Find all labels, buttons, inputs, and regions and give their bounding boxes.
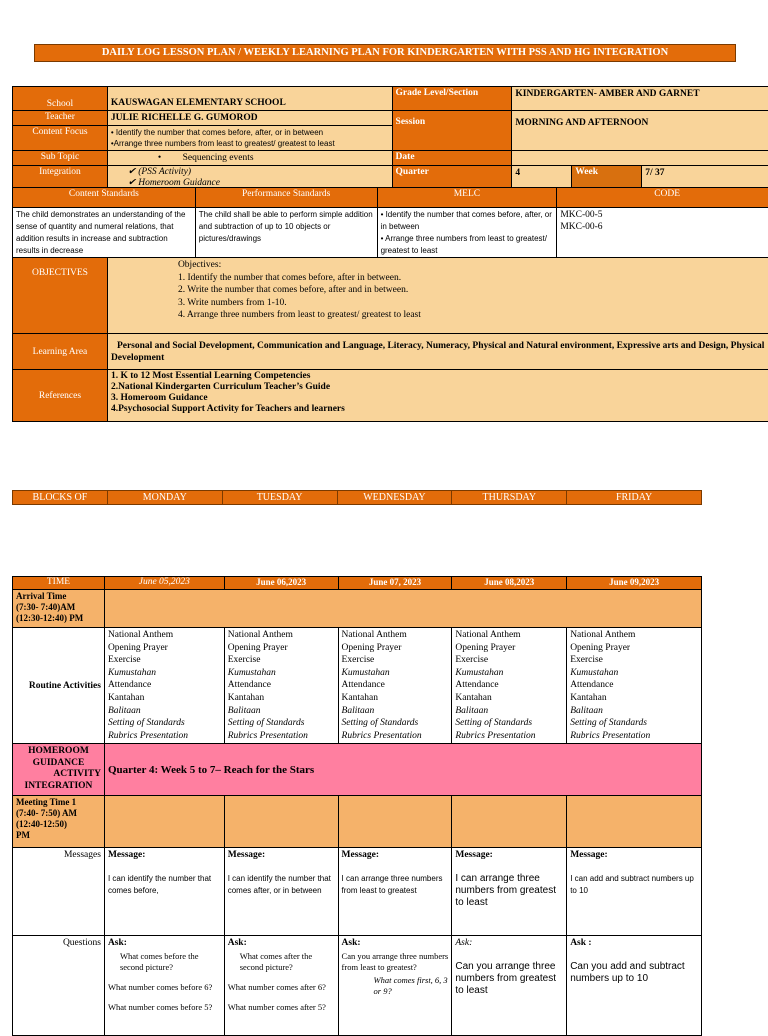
ask-heading: Ask:: [107, 938, 127, 949]
homeroom-line: GUIDANCE: [32, 757, 85, 768]
week-value: 7/ 37: [642, 166, 768, 191]
quarter-label: Quarter: [392, 166, 512, 191]
days-bar: [12, 490, 702, 505]
date-label: Date: [392, 151, 512, 166]
monday-header: MONDAY: [107, 491, 222, 505]
routine-item: Attendance: [455, 680, 499, 691]
lesson-plan-title: DAILY LOG LESSON PLAN / WEEKLY LEARNING PLAN FOR KINDERGARTEN WITH PSS AND HG INTEGRATION: [34, 44, 736, 62]
routine-item: Opening Prayer: [107, 642, 168, 653]
question-text: What number comes after 6?: [227, 982, 326, 993]
questions-label: Questions: [13, 936, 105, 1036]
objectives-label: OBJECTIVES: [13, 258, 108, 334]
question-cell-wednesday: [338, 936, 452, 1036]
grade-value: KINDERGARTEN- AMBER AND GARNET: [512, 87, 768, 111]
routine-item: Attendance: [341, 680, 385, 691]
reference-item: 1. K to 12 Most Essential Learning Competencies: [110, 371, 311, 381]
integration-label: Integration: [13, 166, 108, 191]
routine-item: Kantahan: [107, 692, 145, 703]
routine-item: Rubrics Presentation: [341, 730, 422, 741]
date-tuesday: June 06,2023: [224, 577, 338, 590]
teacher-label: Teacher: [13, 111, 108, 126]
week-label: Week: [572, 166, 642, 191]
meeting-line: (12:40-12:50): [16, 819, 67, 830]
message-cell-tuesday: [224, 848, 338, 936]
date-monday: June 05,2023: [104, 577, 224, 590]
question-text: Can you arrange three numbers from greatest to least: [455, 961, 556, 997]
objective-item: 1. Identify the number that comes before, after in between.: [177, 272, 402, 283]
content-focus-line: • Identify the number that comes before, after, or in between: [110, 128, 324, 137]
content-focus-line: •Arrange three numbers from least to greatest/ greatest to least: [110, 139, 335, 148]
message-text: I can identify the number that comes before,: [107, 874, 212, 896]
homeroom-theme: Quarter 4: Week 5 to 7– Reach for the Stars: [104, 744, 701, 796]
routine-item: Setting of Standards: [341, 718, 419, 729]
routine-item: Opening Prayer: [341, 642, 402, 653]
routine-cell-monday: [104, 628, 224, 744]
learning-area-text: Personal and Social Development, Communication and Language, Literacy, Numeracy, Physical and Natural environment, Expressive arts and Design, Physical Development: [107, 334, 768, 370]
date-value: [512, 151, 768, 166]
routine-item: Rubrics Presentation: [455, 730, 536, 741]
routine-item: Balitaan: [107, 705, 141, 716]
routine-item: Kantahan: [570, 692, 607, 703]
routine-item: Setting of Standards: [570, 718, 647, 729]
standards-table: [12, 187, 768, 259]
homeroom-line: HOMEROOM: [28, 746, 89, 757]
routine-item: Setting of Standards: [455, 718, 533, 729]
meeting-line: PM: [16, 830, 30, 841]
meeting-cell-thursday: [452, 796, 567, 848]
question-text: What number comes before 6?: [107, 982, 213, 993]
question-text: Can you add and subtract numbers up to 10: [570, 961, 685, 985]
question-cell-tuesday: [224, 936, 338, 1036]
routine-item: Kumustahan: [107, 667, 156, 678]
routine-item: Kantahan: [227, 692, 265, 703]
routine-item: Kantahan: [455, 692, 492, 703]
performance-standards-header: Performance Standards: [195, 188, 377, 208]
routine-cell-tuesday: [224, 628, 338, 744]
objective-item: 4. Arrange three numbers from least to greatest/ greatest to least: [177, 310, 421, 320]
session-value: MORNING AND AFTERNOON: [512, 111, 768, 151]
message-heading: Message:: [341, 850, 380, 861]
routine-item: National Anthem: [107, 630, 174, 640]
routine-item: Setting of Standards: [227, 718, 305, 729]
message-heading: Message:: [227, 850, 266, 861]
references-list: [107, 370, 768, 422]
ask-heading: Ask:: [455, 938, 473, 949]
message-cell-friday: [567, 848, 702, 936]
routine-item: Exercise: [227, 655, 261, 666]
message-text: I can arrange three numbers from greatest to least: [455, 873, 556, 909]
routine-item: Opening Prayer: [570, 642, 631, 653]
routine-item: Opening Prayer: [455, 642, 516, 653]
tuesday-header: TUESDAY: [222, 491, 337, 505]
question-text: What number comes before 5?: [107, 1002, 213, 1013]
objectives-heading: Objectives:: [177, 260, 222, 270]
question-text: Can you arrange three numbers from least to greatest?: [341, 951, 449, 973]
subtopic-value: • Sequencing events: [107, 151, 392, 166]
reference-item: 3. Homeroom Guidance: [110, 393, 208, 403]
content-focus-value: [107, 126, 392, 151]
question-text: What comes before the second picture?: [119, 951, 199, 973]
routine-item: Opening Prayer: [227, 642, 288, 653]
question-text: What comes after the second picture?: [239, 951, 313, 973]
ask-heading: Ask :: [570, 938, 592, 949]
routine-item: Balitaan: [570, 705, 603, 716]
message-cell-wednesday: [338, 848, 452, 936]
school-value: KAUSWAGAN ELEMENTARY SCHOOL: [107, 87, 392, 111]
question-cell-friday: [567, 936, 702, 1036]
routine-activities-label: Routine Activities: [13, 628, 105, 744]
time-header: TIME: [13, 577, 105, 590]
message-text: I can arrange three numbers from least to greatest: [341, 874, 443, 896]
homeroom-line: INTEGRATION: [24, 780, 93, 791]
arrival-line: (12:30-12:40) PM: [16, 613, 84, 623]
code-text: [557, 208, 768, 259]
question-cell-thursday: [452, 936, 567, 1036]
routine-item: Exercise: [455, 655, 489, 666]
code-header: CODE: [557, 188, 768, 208]
objective-item: 2. Write the number that comes before, after and in between.: [177, 285, 409, 295]
performance-standards-text: The child shall be able to perform simple addition and subtraction of up to 10 objects or pictures/drawings: [195, 208, 377, 259]
ask-heading: Ask:: [341, 938, 361, 949]
question-cell-monday: [104, 936, 224, 1036]
content-focus-label: Content Focus: [13, 126, 108, 151]
date-friday: June 09,2023: [567, 577, 702, 590]
meeting-cell-friday: [567, 796, 702, 848]
routine-item: National Anthem: [570, 630, 636, 640]
date-wednesday: June 07, 2023: [338, 577, 452, 590]
routine-item: Attendance: [227, 680, 271, 691]
content-standards-text: The child demonstrates an understanding of the sense of quantity and numeral relations, that addition results in increase and subtraction results in decrease: [13, 208, 196, 259]
routine-item: Attendance: [570, 680, 614, 691]
homeroom-label: [13, 744, 105, 796]
grade-label: Grade Level/Section: [392, 87, 512, 111]
learning-area-label: Learning Area: [13, 334, 108, 370]
meeting-cell-wednesday: [338, 796, 452, 848]
thursday-header: THURSDAY: [452, 491, 567, 505]
routine-item: Rubrics Presentation: [227, 730, 308, 741]
quarter-value: 4: [512, 166, 572, 191]
code-item: MKC-00-5: [560, 210, 603, 220]
date-thursday: June 08,2023: [452, 577, 567, 590]
messages-label: Messages: [13, 848, 105, 936]
routine-item: Kantahan: [341, 692, 378, 703]
teacher-value: JULIE RICHELLE G. GUMOROD: [107, 111, 392, 126]
meeting-cell-monday: [104, 796, 224, 848]
routine-item: Rubrics Presentation: [107, 730, 189, 741]
homeroom-line: ACTIVITY: [53, 769, 101, 780]
code-item: MKC-00-6: [560, 222, 603, 232]
routine-item: Rubrics Presentation: [570, 730, 651, 741]
routine-item: Kumustahan: [455, 667, 504, 678]
question-text: What number comes after 5?: [227, 1002, 326, 1013]
routine-item: National Anthem: [341, 630, 407, 640]
message-heading: Message:: [455, 850, 493, 861]
routine-item: Kumustahan: [341, 667, 390, 678]
integration-item: ✔ (PSS Activity): [127, 167, 192, 177]
message-text: I can identify the number that comes after, or in between: [227, 874, 331, 896]
routine-item: National Anthem: [227, 630, 293, 640]
routine-item: Kumustahan: [570, 667, 619, 678]
meeting-cell-tuesday: [224, 796, 338, 848]
routine-item: Balitaan: [455, 705, 489, 716]
objectives-table: [12, 257, 768, 422]
session-label: Session: [392, 111, 512, 151]
subtopic-label: Sub Topic: [13, 151, 108, 166]
school-label: School: [13, 87, 108, 111]
message-text: I can add and subtract numbers up to 10: [570, 874, 694, 896]
references-label: References: [13, 370, 108, 422]
question-text: What comes first, 6, 3 or 9?: [373, 975, 448, 997]
routine-item: Exercise: [107, 655, 141, 666]
routine-item: Exercise: [341, 655, 375, 666]
routine-item: Balitaan: [341, 705, 375, 716]
routine-item: Setting of Standards: [107, 718, 185, 729]
reference-item: 2.National Kindergarten Curriculum Teacher’s Guide: [110, 382, 331, 392]
routine-cell-thursday: [452, 628, 567, 744]
arrival-row-fill: [104, 590, 701, 628]
content-standards-header: Content Standards: [13, 188, 196, 208]
melc-item: • Identify the number that comes before, after, or in between: [380, 210, 552, 231]
meeting-line: (7:40- 7:50) AM: [16, 808, 77, 819]
ask-heading: Ask:: [227, 938, 247, 949]
blocks-of-header: BLOCKS OF: [13, 491, 108, 505]
schedule-table: [12, 576, 702, 1036]
arrival-line: (7:30- 7:40)AM: [16, 602, 76, 612]
meeting-time-label: [13, 796, 105, 848]
routine-item: Balitaan: [227, 705, 261, 716]
reference-item: 4.Psychosocial Support Activity for Teachers and learners: [110, 404, 345, 414]
message-cell-thursday: [452, 848, 567, 936]
lesson-info-table: [12, 86, 768, 191]
routine-item: Exercise: [570, 655, 603, 666]
routine-cell-wednesday: [338, 628, 452, 744]
melc-text: [377, 208, 557, 259]
routine-item: Kumustahan: [227, 667, 276, 678]
routine-cell-friday: [567, 628, 702, 744]
meeting-line: Meeting Time 1: [16, 797, 77, 808]
message-heading: Message:: [570, 850, 608, 861]
objectives-list: [107, 258, 768, 334]
arrival-line: Arrival Time: [16, 591, 67, 601]
message-cell-monday: [104, 848, 224, 936]
objective-item: 3. Write numbers from 1-10.: [177, 297, 287, 308]
routine-item: Attendance: [107, 680, 152, 691]
integration-item: ✔ Homeroom Guidance: [127, 178, 220, 188]
message-heading: Message:: [107, 850, 146, 861]
wednesday-header: WEDNESDAY: [337, 491, 452, 505]
melc-header: MELC: [377, 188, 557, 208]
friday-header: FRIDAY: [567, 491, 702, 505]
melc-item: • Arrange three numbers from least to greatest/ greatest to least: [380, 234, 547, 255]
routine-item: National Anthem: [455, 630, 521, 640]
arrival-time-label: [13, 590, 105, 628]
